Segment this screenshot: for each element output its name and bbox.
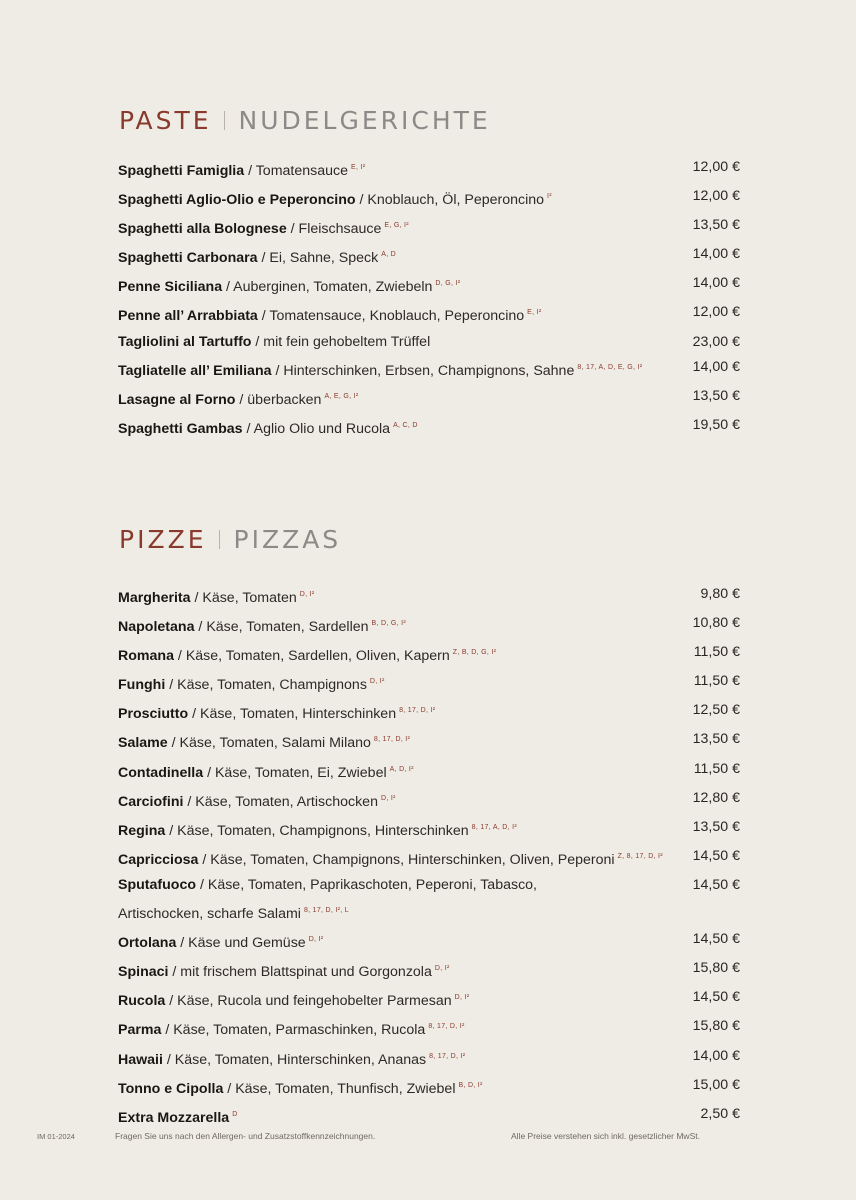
section-title-german: PIZZAS (233, 525, 342, 554)
dish-separator: / (286, 221, 299, 238)
dish-separator: / (183, 793, 196, 810)
dish-price: 9,80 € (700, 586, 740, 602)
allergen-codes: D, I² (308, 936, 324, 944)
title-divider (224, 111, 225, 130)
dish-price: 14,50 € (692, 847, 740, 864)
dish-separator: / (251, 333, 264, 350)
menu-item (118, 1014, 740, 1043)
menu-item (118, 698, 740, 727)
allergen-codes: E, I² (527, 309, 542, 317)
dish-separator: / (194, 619, 207, 636)
dish-description: Käse, Tomaten, Hinterschinken, Ananas (174, 1051, 427, 1068)
menu-item (118, 184, 740, 213)
dish-name: Spinaci (118, 964, 169, 981)
allergen-codes: A, C, D (393, 421, 418, 429)
dish-description: Käse, Tomaten, Ei, Zwiebel (214, 764, 387, 781)
allergen-codes: E, I² (351, 164, 366, 171)
dish-description: Knoblauch, Öl, Peperoncino (367, 192, 545, 209)
dish-separator: / (257, 308, 270, 325)
menu-item (118, 582, 740, 611)
allergen-codes: D, I² (454, 994, 470, 1002)
dish-description: Hinterschinken, Erbsen, Champignons, Sahne (283, 362, 575, 379)
dish-description: Käse, Tomaten, Artischocken (195, 793, 378, 810)
section-title-pizze (119, 527, 341, 552)
dish-name: Spaghetti Gambas (118, 420, 243, 437)
dish-name: Salame (118, 735, 168, 752)
dish-name: Romana (118, 648, 174, 665)
dish-description: überbacken (247, 391, 322, 408)
dish-name: Spaghetti Aglio-Olio e Peperoncino (118, 192, 356, 209)
dish-name: Lasagne al Forno (118, 391, 236, 408)
dish-name: Regina (118, 822, 166, 839)
dish-name: Tagliatelle all’ Emiliana (118, 362, 272, 379)
dish-separator: / (188, 706, 200, 723)
dish-separator: / (162, 1051, 175, 1068)
dish-price: 12,00 € (692, 159, 740, 175)
dish-price: 14,00 € (692, 246, 740, 263)
dish-name: Extra Mozzarella (118, 1109, 230, 1126)
dish-price: 14,00 € (692, 358, 740, 375)
dish-price: 13,50 € (692, 217, 740, 234)
menu-item (118, 640, 740, 669)
dish-separator: / (161, 1022, 174, 1039)
allergen-codes: A, E, G, I² (324, 392, 359, 400)
allergen-codes: Z, 8, 17, D, I² (617, 852, 663, 860)
dish-price: 13,50 € (692, 387, 740, 404)
footer-allergen-note: Fragen Sie uns nach den Allergen- und Zusatzstoffkennzeichnungen. (115, 1131, 376, 1141)
dish-description: Käse und Gemüse (188, 935, 306, 952)
menu-item (118, 873, 740, 927)
dish-description: mit fein gehobeltem Trüffel (263, 333, 431, 350)
dish-price: 12,00 € (692, 304, 740, 321)
dish-separator: / (203, 764, 215, 781)
dish-price: 14,50 € (692, 931, 740, 948)
dish-name: Napoletana (118, 619, 195, 636)
dish-separator: / (223, 1080, 236, 1097)
dish-price: 15,00 € (692, 1076, 740, 1093)
dish-separator: / (190, 590, 203, 606)
menu-item (118, 844, 740, 873)
dish-description: Käse, Tomaten, Champignons (177, 677, 367, 694)
dish-name: Spaghetti alla Bolognese (118, 221, 287, 238)
menu-item (118, 384, 740, 413)
menu-item (118, 1073, 740, 1102)
dish-description: Auberginen, Tomaten, Zwiebeln (233, 279, 433, 296)
section-title-italian: PASTE (119, 106, 212, 135)
dish-name: Hawaii (118, 1051, 163, 1068)
dish-name: Capricciosa (118, 851, 199, 868)
menu-item (118, 242, 740, 271)
menu-item (118, 786, 740, 815)
dish-description: Käse, Tomaten, Parmaschinken, Rucola (173, 1022, 426, 1039)
dish-price: 14,50 € (692, 989, 740, 1006)
allergen-codes: 8, 17, D, I² (399, 707, 436, 715)
dish-name: Tonno e Cipolla (118, 1080, 224, 1097)
allergen-codes: D, I² (369, 678, 385, 686)
menu-item (118, 213, 740, 242)
dish-description: Käse, Rucola und feingehobelter Parmesan (177, 993, 452, 1010)
dish-description: mit frischem Blattspinat und Gorgonzola (180, 964, 432, 981)
dish-description: Käse, Tomaten, Sardellen, Oliven, Kapern (185, 648, 450, 665)
dish-price: 14,50 € (692, 876, 740, 893)
dish-separator: / (271, 362, 284, 379)
dish-name: Rucola (118, 993, 166, 1010)
menu-item (118, 271, 740, 300)
menu-item (118, 956, 740, 985)
menu-item (118, 1044, 740, 1073)
dish-separator: / (235, 391, 248, 408)
dish-name: Funghi (118, 677, 166, 694)
allergen-codes: B, D, I² (458, 1081, 483, 1089)
dish-separator: / (355, 192, 368, 209)
dish-price: 14,00 € (692, 1047, 740, 1064)
dish-price: 13,50 € (692, 818, 740, 835)
dish-name: Spaghetti Carbonara (118, 250, 258, 267)
dish-separator: / (242, 420, 254, 437)
allergen-codes: 8, 17, A, D, E, G, I² (577, 363, 643, 371)
dish-description: Tomatensauce, Knoblauch, Peperoncino (269, 308, 525, 325)
dish-description: Käse, Tomaten, Salami Milano (179, 735, 371, 752)
dish-price: 15,80 € (692, 1018, 740, 1035)
dish-price: 15,80 € (692, 960, 740, 977)
menu-item (118, 413, 740, 442)
dish-description: Ei, Sahne, Speck (269, 250, 379, 267)
allergen-codes: 8, 17, D, I², L (303, 907, 349, 915)
dish-price: 23,00 € (692, 333, 740, 350)
dish-price: 11,50 € (693, 673, 740, 690)
dish-name: Sputafuoco (118, 876, 197, 893)
dish-separator: / (173, 648, 186, 665)
dish-description: Käse, Tomaten, Hinterschinken (199, 706, 397, 723)
dish-name: Contadinella (118, 764, 204, 781)
dish-description: Käse, Tomaten, Thunfisch, Zwiebel (235, 1080, 456, 1097)
dish-description: Käse, Tomaten, Champignons, Hinterschinken, Oliven, Peperoni (210, 851, 615, 868)
menu-item (118, 355, 740, 384)
allergen-codes: I² (547, 193, 552, 201)
paste-menu-list (118, 155, 740, 442)
footer-tax-note: Alle Preise verstehen sich inkl. gesetzlicher MwSt. (511, 1131, 700, 1141)
allergen-codes: 8, 17, D, I² (373, 736, 411, 744)
allergen-codes: D, I² (434, 965, 450, 973)
dish-name: Carciofini (118, 793, 184, 810)
dish-price: 12,80 € (692, 789, 740, 806)
dish-separator: / (165, 677, 178, 694)
dish-description: Käse, Tomaten, Champignons, Hinterschinken (177, 822, 469, 839)
dish-name: Spaghetti Famiglia (118, 163, 245, 179)
dish-price: 13,50 € (692, 731, 740, 748)
dish-price: 12,50 € (692, 702, 740, 719)
menu-item (118, 669, 740, 698)
allergen-codes: A, D, I² (389, 765, 414, 773)
dish-separator: / (196, 876, 208, 893)
allergen-codes: Z, B, D, G, I² (452, 649, 497, 657)
dish-description: Aglio Olio und Rucola (253, 420, 391, 437)
menu-item (118, 330, 740, 355)
dish-name: Tagliolini al Tartuffo (118, 333, 252, 350)
allergen-codes: D, I² (299, 591, 315, 598)
dish-separator: / (165, 822, 178, 839)
dish-price: 14,00 € (692, 275, 740, 292)
allergen-codes: 8, 17, A, D, I² (471, 823, 518, 831)
dish-separator: / (257, 250, 270, 267)
allergen-codes: A, D (381, 251, 397, 259)
menu-item (118, 300, 740, 329)
dish-description-line2: Artischocken, scharfe Salami (118, 906, 301, 923)
section-title-german: NUDELGERICHTE (238, 106, 491, 135)
title-divider (219, 530, 220, 549)
dish-separator: / (244, 163, 256, 179)
menu-item (118, 927, 740, 956)
dish-description: Tomatensauce (255, 163, 348, 179)
allergen-codes: 8, 17, D, I² (428, 1023, 465, 1031)
dish-description: Käse, Tomaten (202, 590, 297, 606)
dish-separator: / (222, 279, 234, 296)
allergen-codes: D, I² (380, 794, 396, 802)
dish-name: Margherita (118, 590, 191, 606)
dish-price: 11,50 € (693, 760, 740, 777)
dish-name: Penne all’ Arrabbiata (118, 308, 258, 325)
menu-item (118, 1102, 740, 1131)
dish-description: Käse, Tomaten, Sardellen (206, 619, 369, 636)
allergen-codes: B, D, G, I² (371, 620, 406, 628)
menu-item (118, 611, 740, 640)
dish-price: 10,80 € (692, 615, 740, 632)
menu-item (118, 155, 740, 184)
menu-item (118, 727, 740, 756)
dish-description: Fleischsauce (298, 221, 382, 238)
dish-price: 19,50 € (692, 416, 740, 433)
allergen-codes: D, G, I² (435, 280, 461, 288)
section-title-paste (119, 108, 491, 133)
dish-price: 12,00 € (692, 188, 740, 205)
dish-separator: / (167, 735, 180, 752)
dish-name: Ortolana (118, 935, 177, 952)
dish-price: 2,50 € (700, 1105, 740, 1122)
dish-price: 11,50 € (693, 644, 740, 661)
dish-description: Käse, Tomaten, Paprikaschoten, Peperoni, Tabasco, (207, 876, 538, 893)
section-title-italian: PIZZE (119, 525, 207, 554)
dish-name: Prosciutto (118, 706, 189, 723)
dish-name: Parma (118, 1022, 162, 1039)
dish-separator: / (168, 964, 181, 981)
allergen-codes: D (232, 1110, 238, 1118)
pizze-menu-list (118, 582, 740, 1131)
menu-item (118, 985, 740, 1014)
dish-separator: / (165, 993, 178, 1010)
allergen-codes: E, G, I² (384, 222, 409, 230)
dish-name: Penne Siciliana (118, 279, 223, 296)
menu-item (118, 815, 740, 844)
allergen-codes: 8, 17, D, I² (429, 1052, 466, 1060)
dish-separator: / (198, 851, 211, 868)
dish-separator: / (176, 935, 189, 952)
menu-item (118, 757, 740, 786)
footer-print-code: IM 01-2024 (37, 1132, 75, 1141)
